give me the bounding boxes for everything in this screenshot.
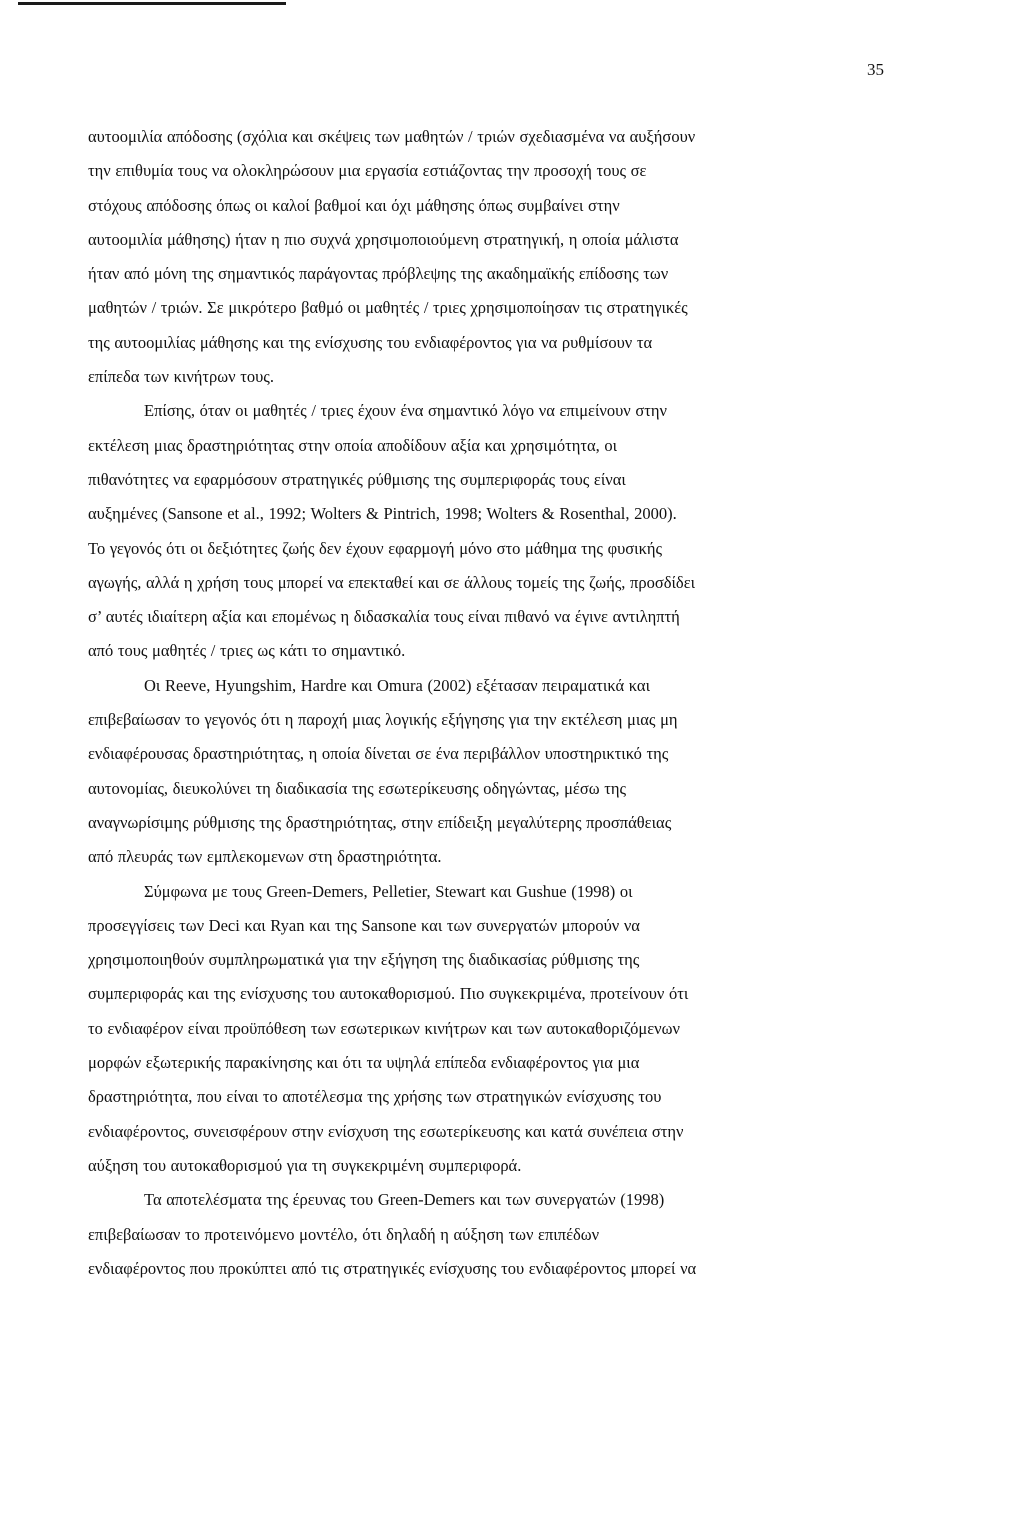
text-line: χρησιμοποιηθούν συμπληρωματικά για την εξήγηση της διαδικασίας ρύθμισης της <box>88 950 640 970</box>
text-line: δραστηριότητα, που είναι το αποτέλεσμα της χρήσης των στρατηγικών ενίσχυσης του <box>88 1087 662 1107</box>
text-line: πιθανότητες να εφαρμόσουν στρατηγικές ρύθμισης της συμπεριφοράς τους είναι <box>88 469 626 489</box>
text-line: Οι Reeve, Hyungshim, Hardre και Omura (2002) εξέτασαν πειραματικά και <box>144 675 651 695</box>
text-line: αυξημένες (Sansone et al., 1992; Wolters & Pintrich, 1998; Wolters & Rosenthal, 2000). <box>88 504 677 524</box>
text-line: αυτονομίας, διευκολύνει τη διαδικασία της εσωτερίκευσης οδηγώντας, μέσω της <box>88 778 627 798</box>
text-line: μαθητών / τριών. Σε μικρότερο βαθμό οι μαθητές / τριες χρησιμοποίησαν τις στρατηγικές <box>88 298 688 318</box>
text-line: αυτοομιλία απόδοσης (σχόλια και σκέψεις των μαθητών / τριών σχεδιασμένα να αυξήσουν <box>88 127 696 146</box>
page-number: 35 <box>867 60 884 79</box>
text-line: επίπεδα των κινήτρων τους. <box>88 367 274 387</box>
text-line: Σύμφωνα με τους Green-Demers, Pelletier, Stewart και Gushue (1998) οι <box>144 881 633 901</box>
paragraph-2 <box>88 394 912 668</box>
text-line: ενδιαφέροντος που προκύπτει από τις στρατηγικές ενίσχυσης του ενδιαφέροντος μπορεί να <box>88 1258 697 1278</box>
text-line: αγωγής, αλλά η χρήση τους μπορεί να επεκταθεί και σε άλλους τομείς της ζωής, προσδίδει <box>88 572 696 592</box>
text-line: το ενδιαφέρον είναι προϋπόθεση των εσωτερικων κινήτρων και των αυτοκαθοριζόμενων <box>88 1018 680 1038</box>
text-line: επιβεβαίωσαν το γεγονός ότι η παροχή μιας λογικής εξήγησης για την εκτέλεση μιας μη <box>88 710 678 730</box>
body-text <box>88 120 912 1286</box>
text-line: Το γεγονός ότι οι δεξιότητες ζωής δεν έχουν εφαρμογή μόνο στο μάθημα της φυσικής <box>88 538 663 558</box>
text-line: ενδιαφέρουσας δραστηριότητας, η οποία δίνεται σε ένα περιβάλλον υποστηρικτικό της <box>88 744 669 764</box>
text-line: Επίσης, όταν οι μαθητές / τριες έχουν ένα σημαντικό λόγο να επιμείνουν στην <box>144 401 667 421</box>
text-line: ήταν από μόνη της σημαντικός παράγοντας πρόβλεψης της ακαδημαϊκής επίδοσης των <box>88 264 669 284</box>
paragraph-3 <box>88 669 912 875</box>
top-rule <box>18 2 286 5</box>
text-line: σ’ αυτές ιδιαίτερη αξία και επομένως η διδασκαλία τους είναι πιθανό να έγινε αντιληπτή <box>88 607 680 627</box>
text-line: αύξηση του αυτοκαθορισμού για τη συγκεκριμένη συμπεριφορά. <box>88 1155 522 1175</box>
text-line: μορφών εξωτερικής παρακίνησης και ότι τα υψηλά επίπεδα ενδιαφέροντος για μια <box>88 1053 640 1073</box>
text-line: εκτέλεση μιας δραστηριότητας στην οποία αποδίδουν αξία και χρησιμότητα, οι <box>88 435 618 455</box>
text-line: ενδιαφέροντος, συνεισφέρουν στην ενίσχυση της εσωτερίκευσης και κατά συνέπεια στην <box>88 1121 684 1141</box>
paragraph-4 <box>88 875 912 1184</box>
text-line: την επιθυμία τους να ολοκληρώσουν μια εργασία εστιάζοντας την προσοχή τους σε <box>88 161 647 181</box>
text-line: συμπεριφοράς και της ενίσχυσης του αυτοκαθορισμού. Πιο συγκεκριμένα, προτείνουν ότι <box>88 984 689 1004</box>
text-line: αυτοομιλία μάθησης) ήταν η πιο συχνά χρησιμοποιούμενη στρατηγική, η οποία μάλιστα <box>88 229 679 249</box>
text-line: στόχους απόδοσης όπως οι καλοί βαθμοί και όχι μάθησης όπως συμβαίνει στην <box>88 195 620 215</box>
text-line: Τα αποτελέσματα της έρευνας του Green-Demers και των συνεργατών (1998) <box>144 1190 665 1210</box>
text-line: επιβεβαίωσαν το προτεινόμενο μοντέλο, ότι δηλαδή η αύξηση των επιπέδων <box>88 1224 600 1244</box>
text-line: αναγνωρίσιμης ρύθμισης της δραστηριότητας, στην επίδειξη μεγαλύτερης προσπάθειας <box>88 812 672 832</box>
paragraph-5 <box>88 1183 912 1286</box>
text-line: προσεγγίσεις των Deci και Ryan και της Sansone και των συνεργατών μπορούν να <box>88 915 640 935</box>
text-line: από πλευράς των εμπλεκομενων στη δραστηριότητα. <box>88 847 442 867</box>
paragraph-1 <box>88 120 912 394</box>
text-line: από τους μαθητές / τριες ως κάτι το σημαντικό. <box>88 641 406 661</box>
text-line: της αυτοομιλίας μάθησης και της ενίσχυσης του ενδιαφέροντος για να ρυθμίσουν τα <box>88 332 653 352</box>
